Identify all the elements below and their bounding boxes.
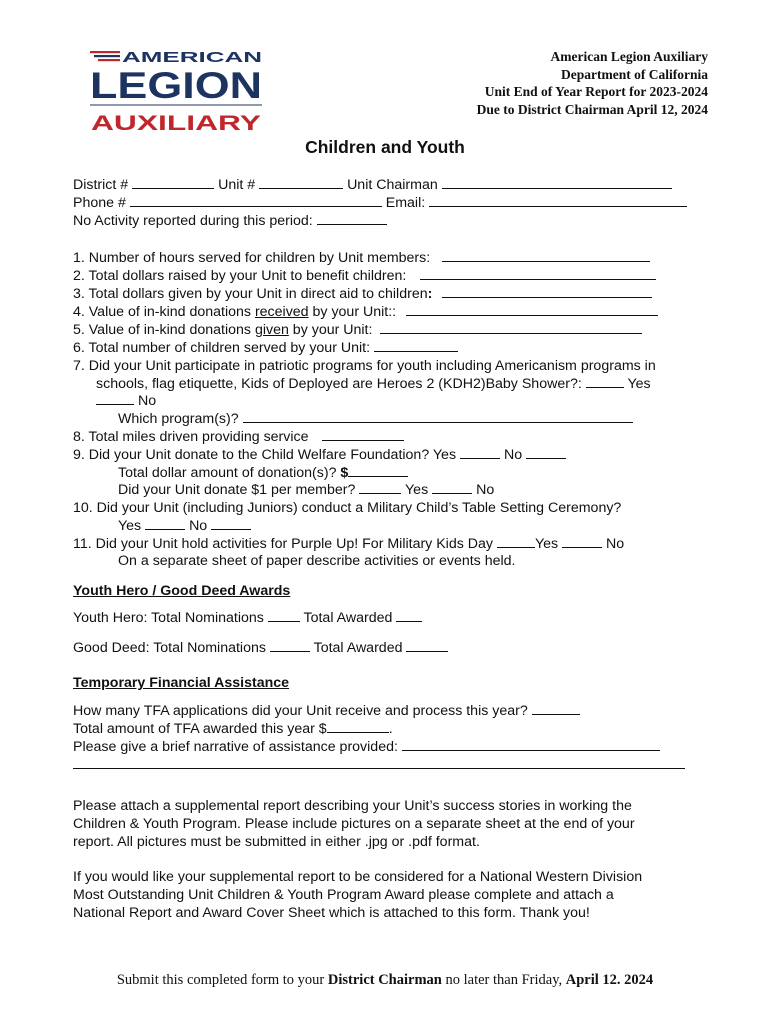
logo-text-auxiliary: AUXILIARY bbox=[91, 112, 261, 135]
yes-field[interactable] bbox=[497, 535, 535, 548]
question-1 bbox=[73, 249, 650, 267]
phone-email-row bbox=[73, 194, 687, 212]
answer-field[interactable] bbox=[420, 267, 656, 280]
header-department: Department of California bbox=[561, 66, 708, 82]
hero-awarded-label: Total Awarded bbox=[303, 610, 393, 626]
district-label: District # bbox=[73, 177, 129, 193]
no-activity-row bbox=[73, 212, 387, 230]
logo-stripe bbox=[94, 55, 120, 57]
hero-nominations-label: Youth Hero: Total Nominations bbox=[73, 610, 264, 626]
question-text: schools, flag etiquette, Kids of Deployed are Heroes 2 (KDH2)Baby Shower?: bbox=[96, 376, 582, 392]
no-label: No bbox=[137, 393, 157, 409]
question-text: On a separate sheet of paper describe activities or events held. bbox=[118, 553, 516, 569]
no-field[interactable] bbox=[432, 481, 472, 494]
tfa-narrative-line bbox=[73, 756, 685, 774]
email-field[interactable] bbox=[429, 194, 687, 207]
logo-text-american: AMERICAN bbox=[122, 49, 262, 66]
logo-stripe bbox=[90, 51, 120, 53]
question-7-no-row bbox=[96, 392, 156, 410]
phone-label: Phone # bbox=[73, 195, 126, 211]
program-field[interactable] bbox=[243, 410, 633, 423]
question-2 bbox=[73, 267, 656, 285]
question-7-cont bbox=[96, 375, 651, 393]
question-text: 10. Did your Unit (including Juniors) conduct a Military Child’s Table Setting Ceremony? bbox=[73, 500, 622, 516]
no-field[interactable] bbox=[96, 392, 134, 405]
question-emphasis: received bbox=[254, 304, 309, 320]
deed-awarded-field[interactable] bbox=[406, 639, 448, 652]
question-11-sub bbox=[118, 552, 515, 570]
question-7 bbox=[73, 357, 656, 375]
question-9-total bbox=[118, 464, 408, 482]
footer-date: April 12. 2024 bbox=[565, 972, 654, 988]
youth-hero-row bbox=[73, 609, 422, 627]
amount-field[interactable] bbox=[327, 720, 389, 733]
question-11 bbox=[73, 535, 624, 553]
tfa-question-1 bbox=[73, 702, 580, 720]
no-activity-field[interactable] bbox=[317, 212, 387, 225]
question-text: 7. Did your Unit participate in patriotic programs for youth including Americanism programs in bbox=[73, 358, 656, 374]
tfa-question-2 bbox=[73, 720, 393, 738]
question-text: 3. Total dollars given by your Unit in direct aid to children bbox=[73, 286, 428, 302]
footer-emphasis: District Chairman bbox=[327, 972, 442, 988]
question-7-which bbox=[118, 410, 633, 428]
yes-label: Yes bbox=[405, 482, 429, 498]
question-text: by your Unit:: bbox=[308, 304, 397, 320]
question-text: 2. Total dollars raised by your Unit to benefit children: bbox=[73, 268, 407, 284]
award-paragraph-line: Most Outstanding Unit Children & Youth Program Award please complete and attach a bbox=[73, 887, 614, 903]
yes-field[interactable] bbox=[460, 446, 500, 459]
question-10 bbox=[73, 499, 621, 517]
dollar-sign: $ bbox=[340, 465, 349, 481]
deed-awarded-label: Total Awarded bbox=[313, 640, 403, 656]
tfa-question-3 bbox=[73, 738, 660, 756]
question-text: How many TFA applications did your Unit receive and process this year? bbox=[73, 703, 528, 719]
good-deed-row bbox=[73, 639, 448, 657]
answer-field[interactable] bbox=[532, 702, 580, 715]
question-text: Did your Unit donate $1 per member? bbox=[118, 482, 356, 498]
attach-paragraph-line: Please attach a supplemental report describing your Unit’s success stories in working the bbox=[73, 798, 632, 814]
yes-field[interactable] bbox=[586, 375, 624, 388]
footer-text: Submit this completed form to your bbox=[116, 972, 328, 988]
yes-field[interactable] bbox=[145, 517, 185, 530]
question-text: 9. Did your Unit donate to the Child Welfare Foundation? Yes bbox=[73, 447, 457, 463]
answer-field[interactable] bbox=[442, 249, 650, 262]
period: . bbox=[388, 721, 393, 737]
header-due: Due to District Chairman April 12, 2024 bbox=[476, 101, 708, 117]
question-colon: : bbox=[427, 286, 433, 302]
question-text: 8. Total miles driven providing service bbox=[73, 429, 309, 445]
district-unit-row bbox=[73, 176, 672, 194]
question-text: 6. Total number of children served by your Unit: bbox=[73, 340, 371, 356]
yes-label: Yes bbox=[118, 518, 142, 534]
question-text: Total dollar amount of donation(s)? bbox=[118, 465, 337, 481]
answer-field[interactable] bbox=[406, 303, 658, 316]
yes-field[interactable] bbox=[359, 481, 401, 494]
no-field[interactable] bbox=[562, 535, 602, 548]
deed-nominations-label: Good Deed: Total Nominations bbox=[73, 640, 266, 656]
award-paragraph-line: If you would like your supplemental report to be considered for a National Western Division bbox=[73, 869, 643, 885]
chairman-field[interactable] bbox=[442, 176, 672, 189]
page-title: Children and Youth bbox=[305, 137, 465, 157]
header-org: American Legion Auxiliary bbox=[550, 49, 708, 64]
question-text: 11. Did your Unit hold activities for Purple Up! For Military Kids Day bbox=[73, 536, 493, 552]
american-legion-auxiliary-logo bbox=[88, 46, 268, 136]
no-field[interactable] bbox=[526, 446, 566, 459]
no-label: No bbox=[503, 447, 523, 463]
footer-note bbox=[0, 972, 770, 989]
question-text: Please give a brief narrative of assistance provided: bbox=[73, 739, 398, 755]
report-header bbox=[477, 48, 708, 118]
narrative-field[interactable] bbox=[73, 756, 685, 769]
header-report: Unit End of Year Report for 2023-2024 bbox=[484, 84, 708, 99]
chairman-label: Unit Chairman bbox=[347, 177, 438, 193]
question-8 bbox=[73, 428, 404, 446]
question-9-per-member bbox=[118, 481, 494, 499]
no-label: No bbox=[606, 536, 625, 552]
question-3 bbox=[73, 285, 652, 303]
question-9 bbox=[73, 446, 566, 464]
no-activity-label: No Activity reported during this period: bbox=[73, 213, 313, 229]
question-5 bbox=[73, 321, 642, 339]
district-field[interactable] bbox=[132, 176, 214, 189]
no-field[interactable] bbox=[211, 517, 251, 530]
email-label: Email: bbox=[385, 195, 426, 211]
question-4 bbox=[73, 303, 658, 321]
unit-field[interactable] bbox=[259, 176, 343, 189]
question-text: 4. Value of in-kind donations bbox=[73, 304, 255, 320]
yes-label: Yes bbox=[534, 536, 559, 552]
footer-text: no later than Friday, bbox=[441, 972, 566, 988]
question-text: Which program(s)? bbox=[118, 411, 239, 427]
no-label: No bbox=[189, 518, 208, 534]
question-text: Total amount of TFA awarded this year $ bbox=[73, 721, 327, 737]
yes-label: Yes bbox=[627, 376, 651, 392]
answer-field[interactable] bbox=[442, 285, 652, 298]
award-paragraph-line: National Report and Award Cover Sheet which is attached to this form. Thank you! bbox=[73, 905, 590, 921]
logo-stripe bbox=[98, 59, 120, 61]
logo-text-legion: LEGION bbox=[90, 65, 262, 106]
phone-field[interactable] bbox=[130, 194, 382, 207]
question-text: 1. Number of hours served for children by Unit members: bbox=[73, 250, 431, 266]
question-6 bbox=[73, 339, 458, 357]
question-10-answers bbox=[118, 517, 251, 535]
question-text: by your Unit: bbox=[288, 322, 373, 338]
attach-paragraph-line: Children & Youth Program. Please include pictures on a separate sheet at the end of your bbox=[73, 816, 635, 832]
unit-label: Unit # bbox=[218, 177, 256, 193]
question-emphasis: given bbox=[254, 322, 289, 338]
answer-field[interactable] bbox=[380, 321, 642, 334]
hero-nominations-field[interactable] bbox=[268, 609, 300, 622]
narrative-field[interactable] bbox=[402, 738, 660, 751]
hero-awarded-field[interactable] bbox=[396, 609, 422, 622]
answer-field[interactable] bbox=[374, 339, 458, 352]
no-label: No bbox=[476, 482, 495, 498]
attach-paragraph-line: report. All pictures must be submitted in either .jpg or .pdf format. bbox=[73, 834, 480, 850]
answer-field[interactable] bbox=[322, 428, 404, 441]
awards-heading: Youth Hero / Good Deed Awards bbox=[73, 583, 291, 599]
deed-nominations-field[interactable] bbox=[270, 639, 310, 652]
amount-field[interactable] bbox=[348, 464, 408, 477]
tfa-heading: Temporary Financial Assistance bbox=[73, 675, 290, 691]
question-text: 5. Value of in-kind donations bbox=[73, 322, 255, 338]
